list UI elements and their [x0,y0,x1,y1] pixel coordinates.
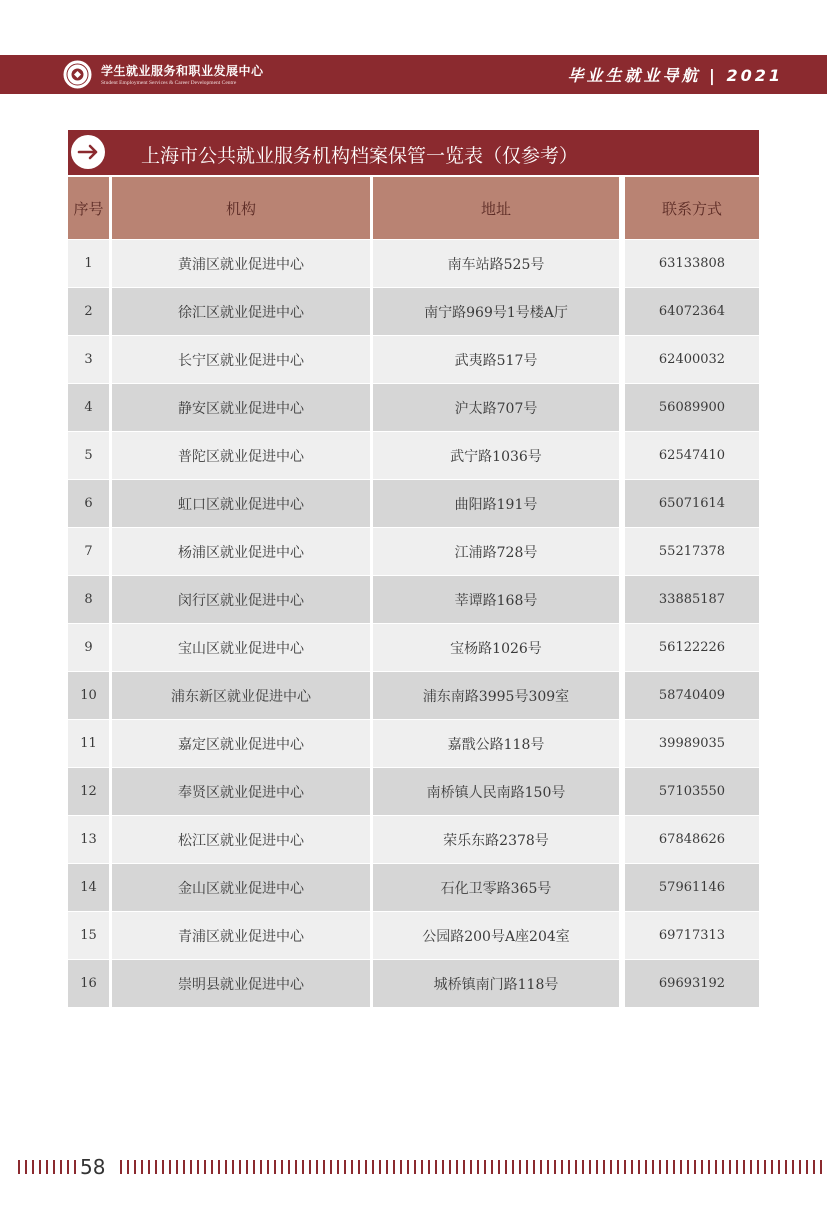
table-cell-col-contact: 69693192 [625,960,759,1007]
table-cell-col-address: 曲阳路191号 [373,480,619,527]
table-cell-col-index: 6 [68,480,109,527]
org-name-cn: 学生就业服务和职业发展中心 [101,64,264,78]
university-seal-logo [62,59,93,90]
table-cell-col-index: 2 [68,288,109,335]
table-cell-col-address: 荣乐东路2378号 [373,816,619,863]
table-cell-col-index: 5 [68,432,109,479]
table-cell-col-contact: 69717313 [625,912,759,959]
table-cell-col-index: 15 [68,912,109,959]
table-cell-col-address: 嘉戬公路118号 [373,720,619,767]
table-cell-col-institution: 杨浦区就业促进中心 [112,528,370,575]
table-cell-col-contact: 57961146 [625,864,759,911]
table-cell-col-contact: 65071614 [625,480,759,527]
table-title: 上海市公共就业服务机构档案保管一览表（仅参考） [141,145,579,167]
table-cell-col-institution: 徐汇区就业促进中心 [112,288,370,335]
page-number: 58 [80,1155,106,1179]
table-cell-col-institution: 长宁区就业促进中心 [112,336,370,383]
table-cell-col-institution: 嘉定区就业促进中心 [112,720,370,767]
table-cell-col-contact: 39989035 [625,720,759,767]
table-cell-col-index: 1 [68,240,109,287]
table-cell-col-contact: 63133808 [625,240,759,287]
table-cell-col-institution: 宝山区就业促进中心 [112,624,370,671]
table-cell-col-institution: 青浦区就业促进中心 [112,912,370,959]
title-separator: | [709,66,718,85]
header-col-index: 序号 [68,177,109,239]
page-decoration-left [18,1160,76,1174]
table-cell-col-contact: 62400032 [625,336,759,383]
table-cell-col-index: 12 [68,768,109,815]
table-cell-col-address: 莘谭路168号 [373,576,619,623]
table-cell-col-address: 南桥镇人民南路150号 [373,768,619,815]
header-col-institution: 机构 [112,177,370,239]
table-cell-col-index: 13 [68,816,109,863]
table-cell-col-institution: 黄浦区就业促进中心 [112,240,370,287]
table-cell-col-index: 7 [68,528,109,575]
table-cell-col-address: 浦东南路3995号309室 [373,672,619,719]
arrow-right-icon [71,135,105,169]
table-cell-col-address: 江浦路728号 [373,528,619,575]
table-cell-col-contact: 56122226 [625,624,759,671]
table-cell-col-institution: 静安区就业促进中心 [112,384,370,431]
header-col-address: 地址 [373,177,619,239]
table-cell-col-address: 武夷路517号 [373,336,619,383]
table-cell-col-index: 11 [68,720,109,767]
table-cell-col-contact: 55217378 [625,528,759,575]
table-cell-col-index: 16 [68,960,109,1007]
table-cell-col-institution: 奉贤区就业促进中心 [112,768,370,815]
table-cell-col-address: 石化卫零路365号 [373,864,619,911]
table-cell-col-institution: 闵行区就业促进中心 [112,576,370,623]
table-cell-col-address: 南车站路525号 [373,240,619,287]
table-cell-col-index: 10 [68,672,109,719]
guide-title-text: 毕业生就业导航 [567,66,701,85]
org-name-en: Student Employment Services & Career Development Centre [101,80,237,86]
table-cell-col-contact: 64072364 [625,288,759,335]
table-cell-col-address: 南宁路969号1号楼A厅 [373,288,619,335]
table-cell-col-address: 城桥镇南门路118号 [373,960,619,1007]
table-cell-col-address: 公园路200号A座204室 [373,912,619,959]
table-cell-col-index: 14 [68,864,109,911]
table-cell-col-address: 沪太路707号 [373,384,619,431]
table-cell-col-index: 8 [68,576,109,623]
table-cell-col-institution: 普陀区就业促进中心 [112,432,370,479]
guide-year: 2021 [726,66,783,85]
table-cell-col-index: 3 [68,336,109,383]
table-cell-col-institution: 虹口区就业促进中心 [112,480,370,527]
table-cell-col-institution: 金山区就业促进中心 [112,864,370,911]
table-cell-col-institution: 松江区就业促进中心 [112,816,370,863]
table-cell-col-contact: 67848626 [625,816,759,863]
table-cell-col-institution: 浦东新区就业促进中心 [112,672,370,719]
table-cell-col-contact: 33885187 [625,576,759,623]
table-cell-col-contact: 56089900 [625,384,759,431]
page-decoration-right [120,1160,827,1174]
table-cell-col-address: 武宁路1036号 [373,432,619,479]
table-cell-col-contact: 57103550 [625,768,759,815]
table-cell-col-index: 9 [68,624,109,671]
table-cell-col-address: 宝杨路1026号 [373,624,619,671]
table-cell-col-contact: 58740409 [625,672,759,719]
guide-title [567,63,783,86]
table-cell-col-index: 4 [68,384,109,431]
header-col-contact: 联系方式 [625,177,759,239]
table-cell-col-contact: 62547410 [625,432,759,479]
table-cell-col-institution: 崇明县就业促进中心 [112,960,370,1007]
